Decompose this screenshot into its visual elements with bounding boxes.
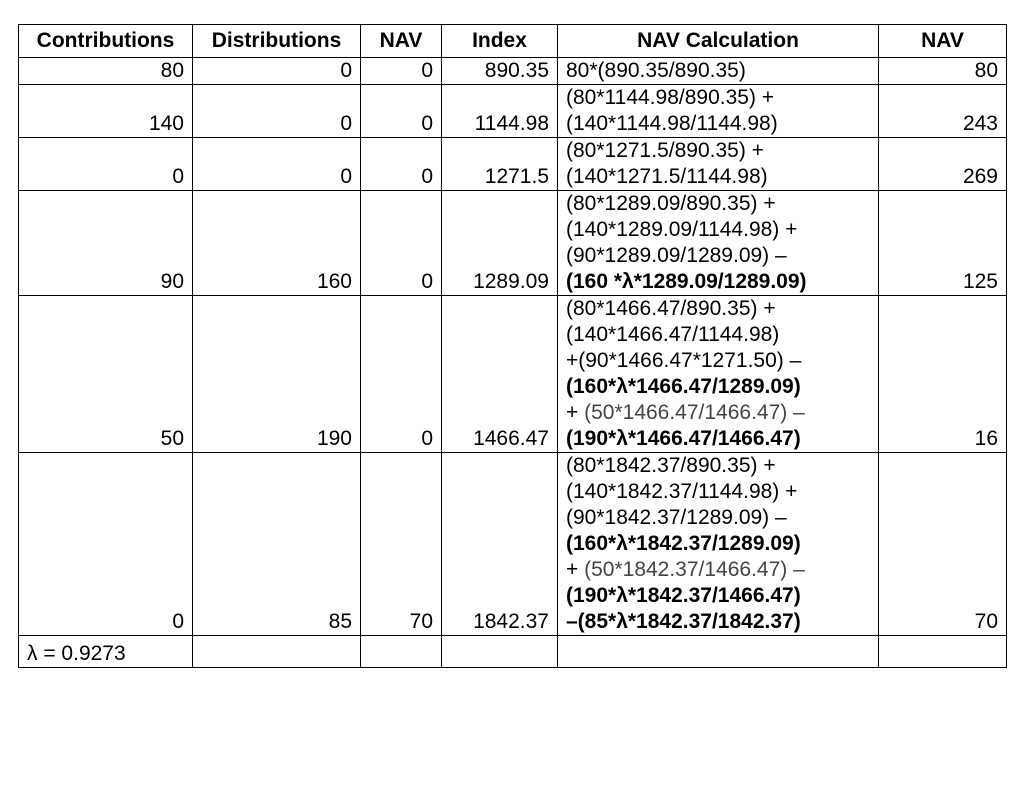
index-cell: 1271.5 xyxy=(442,138,558,191)
calculation-line xyxy=(566,479,870,505)
calculation-term: (50*1466.47/1466.47) – xyxy=(584,401,805,424)
footer-empty-cell xyxy=(558,636,879,668)
header-distributions: Distributions xyxy=(193,25,361,58)
lambda-value: λ = 0.9273 xyxy=(19,636,193,668)
nav-result-cell: 269 xyxy=(879,138,1007,191)
index-cell: 890.35 xyxy=(442,58,558,85)
calculation-term: (160*λ*1466.47/1289.09) xyxy=(566,375,801,398)
nav-cell: 0 xyxy=(361,85,442,138)
index-cell: 1466.47 xyxy=(442,296,558,453)
distributions-cell: 190 xyxy=(193,296,361,453)
distributions-cell: 85 xyxy=(193,453,361,636)
calculation-term: (140*1466.47/1144.98) xyxy=(566,323,780,346)
calculation-line xyxy=(566,348,870,374)
nav-calculation-cell xyxy=(558,191,879,296)
nav-calculation-cell xyxy=(558,296,879,453)
table-row xyxy=(19,191,1007,296)
nav-calculation-cell xyxy=(558,85,879,138)
table-row xyxy=(19,58,1007,85)
calculation-term: (160*λ*1842.37/1289.09) xyxy=(566,532,801,555)
index-cell: 1842.37 xyxy=(442,453,558,636)
table-body xyxy=(19,58,1007,636)
nav-calculation-cell xyxy=(558,453,879,636)
distributions-cell: 0 xyxy=(193,58,361,85)
calculation-line xyxy=(566,505,870,531)
contributions-cell: 80 xyxy=(19,58,193,85)
calculation-term: + xyxy=(566,401,585,424)
calculation-term: (190*λ*1466.47/1466.47) xyxy=(566,427,801,450)
calculation-term: (160 *λ*1289.09/1289.09) xyxy=(566,270,807,293)
calculation-term: (190*λ*1842.37/1466.47) xyxy=(566,584,801,607)
distributions-cell: 160 xyxy=(193,191,361,296)
footer-empty-cell xyxy=(442,636,558,668)
calculation-line xyxy=(566,164,870,190)
table-row xyxy=(19,296,1007,453)
calculation-term: (80*1144.98/890.35) + xyxy=(566,86,775,109)
calculation-line xyxy=(566,400,870,426)
calculation-term: –(85*λ*1842.37/1842.37) xyxy=(566,610,801,633)
header-nav: NAV xyxy=(361,25,442,58)
nav-cell: 0 xyxy=(361,191,442,296)
header-nav-result: NAV xyxy=(879,25,1007,58)
nav-result-cell: 125 xyxy=(879,191,1007,296)
contributions-cell: 90 xyxy=(19,191,193,296)
calculation-line xyxy=(566,322,870,348)
calculation-line xyxy=(566,557,870,583)
calculation-line xyxy=(566,58,870,84)
calculation-line xyxy=(566,111,870,137)
calculation-line xyxy=(566,138,870,164)
calculation-term: 80*(890.35/890.35) xyxy=(566,59,746,82)
calculation-term: (80*1842.37/890.35) + xyxy=(566,454,776,477)
calculation-line xyxy=(566,609,870,635)
header-row xyxy=(19,25,1007,58)
footer-empty-cell xyxy=(193,636,361,668)
calculation-term: (140*1144.98/1144.98) xyxy=(566,112,778,135)
nav-result-cell: 243 xyxy=(879,85,1007,138)
calculation-term: (90*1289.09/1289.09) – xyxy=(566,244,787,267)
calculation-term: (80*1466.47/890.35) + xyxy=(566,297,776,320)
nav-cell: 0 xyxy=(361,138,442,191)
calculation-line xyxy=(566,296,870,322)
calculation-line xyxy=(566,85,870,111)
nav-result-cell: 16 xyxy=(879,296,1007,453)
header-nav-calculation: NAV Calculation xyxy=(558,25,879,58)
nav-result-cell: 70 xyxy=(879,453,1007,636)
calculation-term: (80*1271.5/890.35) + xyxy=(566,139,764,162)
contributions-cell: 140 xyxy=(19,85,193,138)
contributions-cell: 0 xyxy=(19,453,193,636)
contributions-cell: 0 xyxy=(19,138,193,191)
calculation-line xyxy=(566,191,870,217)
distributions-cell: 0 xyxy=(193,85,361,138)
calculation-term: (140*1289.09/1144.98) + xyxy=(566,218,798,241)
calculation-term: + xyxy=(566,558,585,581)
contributions-cell: 50 xyxy=(19,296,193,453)
nav-cell: 0 xyxy=(361,296,442,453)
calculation-term: (140*1842.37/1144.98) + xyxy=(566,480,798,503)
calculation-term: (80*1289.09/890.35) + xyxy=(566,192,776,215)
index-cell: 1289.09 xyxy=(442,191,558,296)
table-row xyxy=(19,453,1007,636)
table-row xyxy=(19,138,1007,191)
nav-cell: 0 xyxy=(361,58,442,85)
footer-empty-cell xyxy=(879,636,1007,668)
calculation-term: (90*1842.37/1289.09) – xyxy=(566,506,787,529)
nav-calculation-cell xyxy=(558,138,879,191)
table-row xyxy=(19,85,1007,138)
nav-calculation-cell xyxy=(558,58,879,85)
calculation-term: (50*1842.37/1466.47) – xyxy=(584,558,805,581)
footer-empty-cell xyxy=(361,636,442,668)
calculation-term: (140*1271.5/1144.98) xyxy=(566,165,768,188)
footer-row xyxy=(19,636,1007,668)
calculation-line xyxy=(566,374,870,400)
index-cell: 1144.98 xyxy=(442,85,558,138)
calculation-line xyxy=(566,243,870,269)
calculation-line xyxy=(566,453,870,479)
calculation-line xyxy=(566,583,870,609)
calculation-term: +(90*1466.47*1271.50) – xyxy=(566,349,802,372)
distributions-cell: 0 xyxy=(193,138,361,191)
calculation-line xyxy=(566,269,870,295)
nav-calculation-table xyxy=(18,24,1007,668)
header-contributions: Contributions xyxy=(19,25,193,58)
calculation-line xyxy=(566,217,870,243)
nav-cell: 70 xyxy=(361,453,442,636)
calculation-line xyxy=(566,531,870,557)
calculation-line xyxy=(566,426,870,452)
header-index: Index xyxy=(442,25,558,58)
nav-result-cell: 80 xyxy=(879,58,1007,85)
